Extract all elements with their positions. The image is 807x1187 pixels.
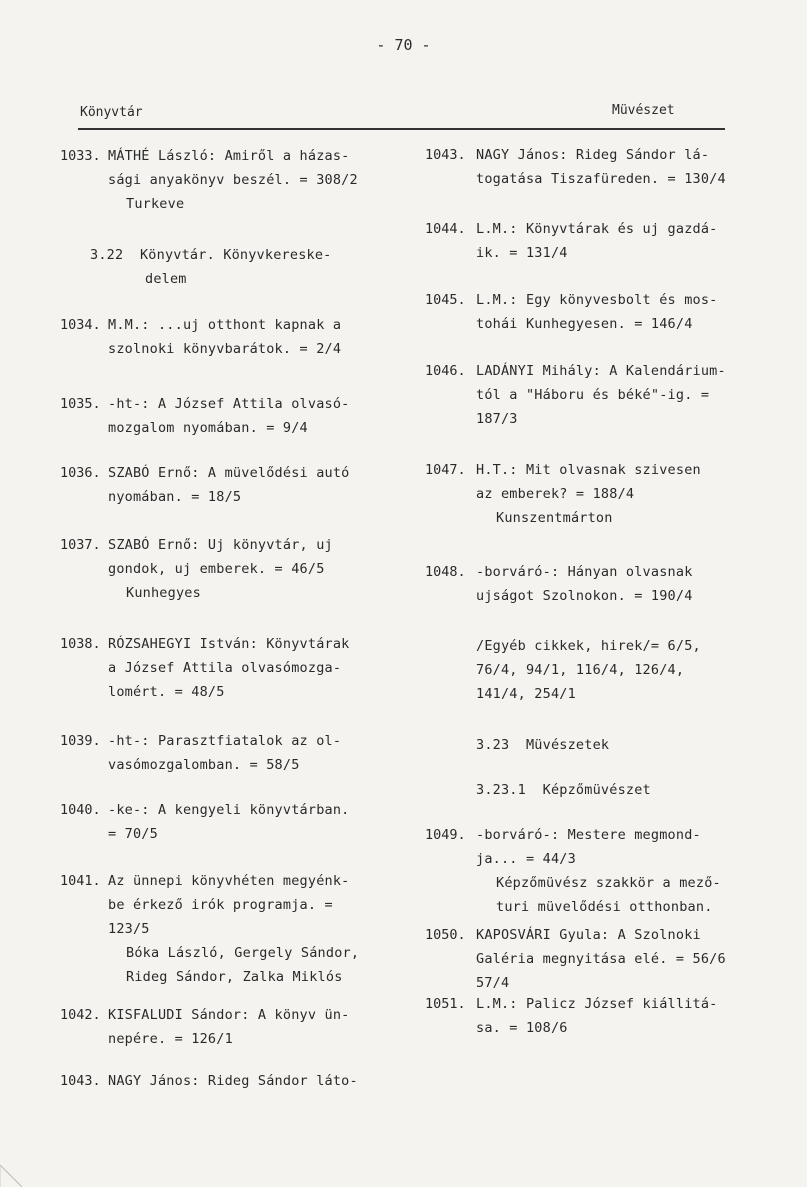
entry-text-line: Galéria megnyitása elé. = 56/6	[476, 951, 726, 967]
entry-text-line: turi müvelődési otthonban.	[496, 899, 713, 915]
entry-text-line: gondok, uj emberek. = 46/5	[108, 561, 325, 577]
entry-text-line: L.M.: Palicz József kiállitá-	[476, 996, 718, 1012]
entry-text-line: = 70/5	[108, 826, 158, 842]
entry-text-line: NAGY János: Rideg Sándor lá-	[476, 147, 710, 163]
header-right: Müvészet	[612, 103, 675, 118]
page-corner-crease	[0, 1147, 40, 1187]
entry-text-line: Képzőmüvész szakkör a mező-	[496, 875, 721, 891]
entry-text-line: SZABÓ Ernő: Uj könyvtár, uj	[108, 537, 333, 553]
entry-number: 1043.	[60, 1073, 101, 1089]
entry-text-line: Kunszentmárton	[496, 510, 613, 526]
entry-text-line: ik. = 131/4	[476, 245, 568, 261]
entry-number: 1045.	[425, 292, 466, 308]
entry-text-line: Kunhegyes	[126, 585, 201, 601]
entry-text-line: H.T.: Mit olvasnak szivesen	[476, 462, 701, 478]
entry-text-line: sa. = 108/6	[476, 1020, 568, 1036]
entry-number: 1046.	[425, 363, 466, 379]
entry-text-line: delem	[145, 271, 187, 287]
entry-text-line: 3.22 Könyvtár. Könyvkereske-	[90, 247, 332, 263]
entry-text-line: M.M.: ...uj otthont kapnak a	[108, 317, 342, 333]
entry-text-line: Rideg Sándor, Zalka Miklós	[126, 969, 343, 985]
entry-text-line: 123/5	[108, 921, 150, 937]
entry-number: 1041.	[60, 873, 101, 889]
entry-number: 1033.	[60, 148, 101, 164]
header-left: Könyvtár	[80, 105, 143, 120]
entry-text-line: lomért. = 48/5	[108, 684, 225, 700]
entry-text-line: KISFALUDI Sándor: A könyv ün-	[108, 1007, 350, 1023]
entry-number: 1034.	[60, 317, 101, 333]
entry-text-line: 3.23.1 Képzőmüvészet	[476, 782, 651, 798]
entry-number: 1038.	[60, 636, 101, 652]
entry-text-line: SZABÓ Ernő: A müvelődési autó	[108, 465, 350, 481]
entry-number: 1049.	[425, 827, 466, 843]
entry-number: 1050.	[425, 927, 466, 943]
entry-text-line: togatása Tiszafüreden. = 130/4	[476, 171, 726, 187]
entry-text-line: nyomában. = 18/5	[108, 489, 242, 505]
entry-text-line: /Egyéb cikkek, hirek/= 6/5,	[476, 638, 701, 654]
entry-text-line: Az ünnepi könyvhéten megyénk-	[108, 873, 350, 889]
entry-number: 1036.	[60, 465, 101, 481]
entry-text-line: ja... = 44/3	[476, 851, 576, 867]
entry-number: 1047.	[425, 462, 466, 478]
entry-text-line: 187/3	[476, 411, 518, 427]
entry-text-line: NAGY János: Rideg Sándor láto-	[108, 1073, 358, 1089]
entry-text-line: tohái Kunhegyesen. = 146/4	[476, 316, 693, 332]
entry-text-line: tól a "Háboru és béké"-ig. =	[476, 387, 710, 403]
entry-text-line: L.M.: Könyvtárak és uj gazdá-	[476, 221, 718, 237]
entry-text-line: a József Attila olvasómozga-	[108, 660, 342, 676]
entry-number: 1042.	[60, 1007, 101, 1023]
entry-number: 1037.	[60, 537, 101, 553]
entry-number: 1051.	[425, 996, 466, 1012]
entry-text-line: -ke-: A kengyeli könyvtárban.	[108, 802, 350, 818]
entry-text-line: -borváró-: Hányan olvasnak	[476, 564, 693, 580]
entry-text-line: 3.23 Müvészetek	[476, 737, 610, 753]
entry-text-line: MÁTHÉ László: Amiről a házas-	[108, 148, 350, 164]
entry-text-line: 76/4, 94/1, 116/4, 126/4,	[476, 662, 685, 678]
entry-text-line: RÓZSAHEGYI István: Könyvtárak	[108, 636, 350, 652]
entry-text-line: vasómozgalomban. = 58/5	[108, 757, 300, 773]
entry-text-line: Bóka László, Gergely Sándor,	[126, 945, 360, 961]
entry-text-line: LADÁNYI Mihály: A Kalendárium-	[476, 363, 726, 379]
entry-text-line: -borváró-: Mestere megmond-	[476, 827, 701, 843]
entry-text-line: mozgalom nyomában. = 9/4	[108, 420, 308, 436]
entry-number: 1040.	[60, 802, 101, 818]
entry-text-line: 141/4, 254/1	[476, 686, 576, 702]
entry-text-line: L.M.: Egy könyvesbolt és mos-	[476, 292, 718, 308]
header-rule	[78, 128, 725, 130]
entry-text-line: -ht-: A József Attila olvasó-	[108, 396, 350, 412]
entry-text-line: nepére. = 126/1	[108, 1031, 233, 1047]
entry-text-line: Turkeve	[126, 196, 185, 212]
entry-text-line: ujságot Szolnokon. = 190/4	[476, 588, 693, 604]
entry-number: 1039.	[60, 733, 101, 749]
entry-text-line: az emberek? = 188/4	[476, 486, 635, 502]
entry-number: 1035.	[60, 396, 101, 412]
entry-text-line: 57/4	[476, 975, 510, 991]
entry-text-line: sági anyakönyv beszél. = 308/2	[108, 172, 358, 188]
entry-text-line: be érkező irók programja. =	[108, 897, 333, 913]
entry-text-line: szolnoki könyvbarátok. = 2/4	[108, 341, 342, 357]
entry-number: 1043.	[425, 147, 466, 163]
entry-number: 1048.	[425, 564, 466, 580]
entry-text-line: -ht-: Parasztfiatalok az ol-	[108, 733, 342, 749]
entry-number: 1044.	[425, 221, 466, 237]
entry-text-line: KAPOSVÁRI Gyula: A Szolnoki	[476, 927, 701, 943]
page-number: - 70 -	[376, 36, 431, 54]
